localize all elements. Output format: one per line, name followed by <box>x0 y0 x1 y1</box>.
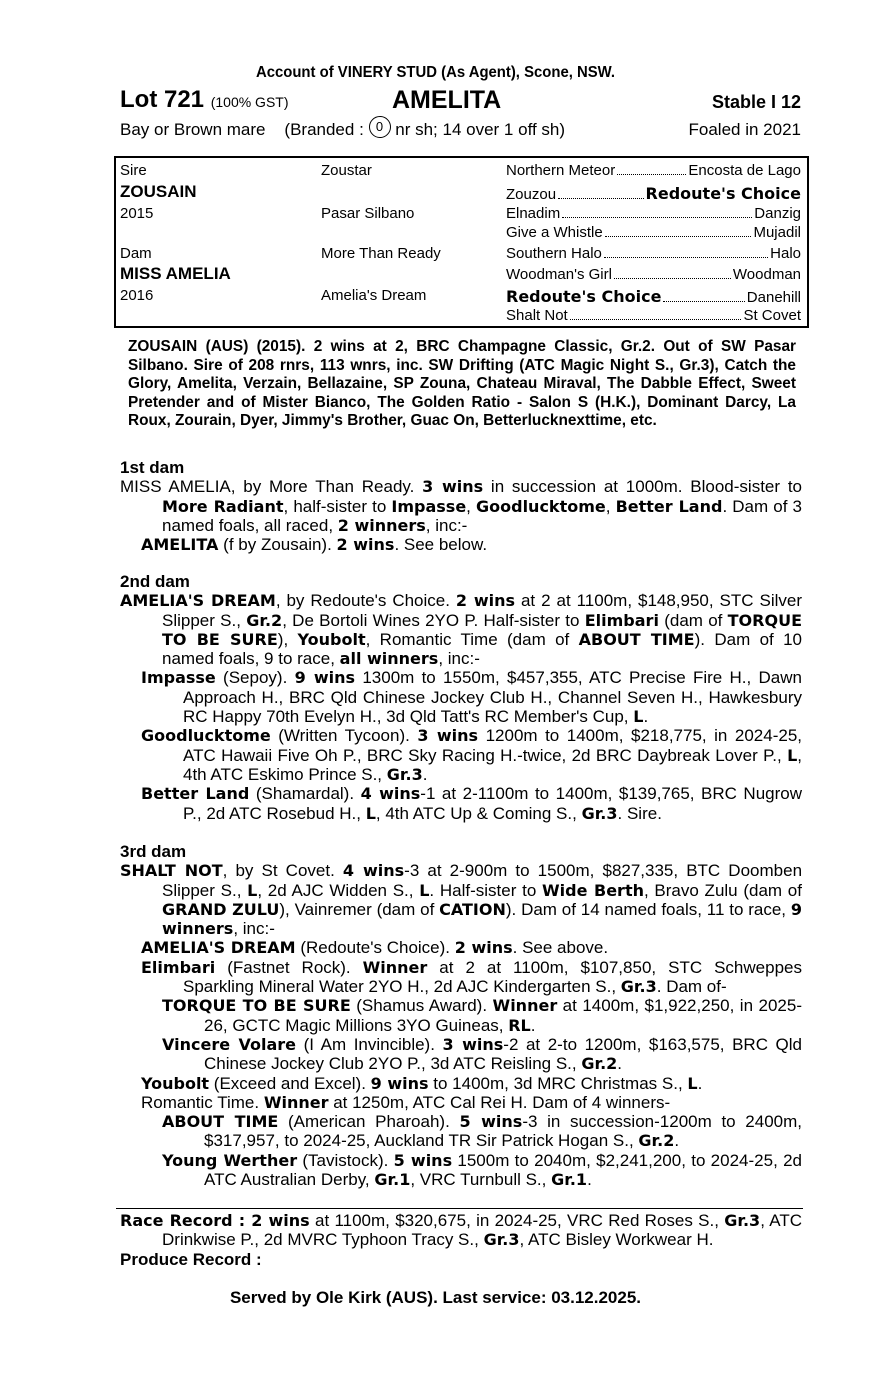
sire-year: 2015 <box>120 205 154 222</box>
branded-prefix: (Branded : <box>284 120 364 139</box>
third-dam-progeny-2 <box>120 996 802 1035</box>
divider <box>116 1208 803 1209</box>
bold-text: Youbolt <box>141 1073 210 1093</box>
text: , VRC Turnbull S., <box>410 1170 552 1190</box>
grandsire-maternal: More Than Ready <box>321 245 441 262</box>
text: (dam of <box>658 610 728 630</box>
text: . <box>674 1131 680 1151</box>
text: , <box>466 496 476 516</box>
first-dam-heading: 1st dam <box>120 458 185 477</box>
text: . <box>587 1170 592 1190</box>
text: , half-sister to <box>283 496 392 516</box>
pedigree-g3-row <box>506 287 801 306</box>
text: , De Bortoli Wines 2YO P. Half-sister to <box>282 610 585 630</box>
bold-text: Gr.1 <box>374 1170 411 1190</box>
third-dam-progeny-0 <box>120 938 802 957</box>
text: . <box>530 1015 536 1035</box>
text: (Exceed and Excel). <box>209 1073 371 1093</box>
bold-text: L <box>419 880 430 900</box>
text: (Redoute's Choice). <box>295 938 455 958</box>
bold-text: 3 wins <box>417 726 479 746</box>
g3-right: Woodman <box>732 266 801 283</box>
bold-text: Better Land <box>615 496 723 516</box>
text: -3 in succession-1200m to 2400m, $317,957, to 2024-25, Auckland TR Sir Patrick Hogan S., <box>204 1112 802 1151</box>
text: . See above. <box>512 938 609 958</box>
dot-leader <box>663 301 744 302</box>
bold-text: L <box>365 803 376 823</box>
pedigree-g3-row <box>506 307 801 324</box>
dam-name: MISS AMELIA <box>120 264 231 283</box>
dam-year: 2016 <box>120 287 154 304</box>
text: , Romantic Time (dam of <box>365 629 579 649</box>
text: 1500m to 2040m, $2,241,200, to 2024-25, 2d ATC Australian Derby, <box>204 1150 802 1190</box>
text: , inc:- <box>425 515 468 535</box>
sex-colour: Bay or Brown mare <box>120 120 266 139</box>
text: . <box>617 1054 623 1074</box>
bold-text: L <box>687 1073 698 1093</box>
bold-text: Elimbari <box>141 957 216 977</box>
bold-text: L <box>633 707 644 727</box>
text: (American Pharoah). <box>278 1112 460 1132</box>
g3-left: Woodman's Girl <box>506 266 612 283</box>
text: . <box>422 764 428 784</box>
pedigree-g3-row <box>506 184 801 203</box>
g3-left: Elnadim <box>506 205 561 222</box>
lot-label: Lot 721 <box>120 86 205 113</box>
text: , 4th ATC Up & Coming S., <box>375 803 582 823</box>
bold-text: AMELIA'S DREAM <box>120 591 276 611</box>
bold-text: Goodlucktome <box>141 726 271 746</box>
bold-text: Gr.3 <box>386 764 423 784</box>
g3-left: Shalt Not <box>506 307 568 324</box>
g3-right: St Covet <box>743 307 801 324</box>
dot-leader <box>604 257 768 258</box>
text: , by St Covet. <box>222 861 343 881</box>
g3-left: Northern Meteor <box>506 162 616 179</box>
text: at 1250m, ATC Cal Rei H. Dam of 4 winners- <box>328 1092 671 1112</box>
dam-label: Dam <box>120 245 152 262</box>
bold-text: Vincere Volare <box>162 1034 297 1054</box>
bold-text: Impasse <box>141 668 216 688</box>
bold-text: Winner <box>492 996 558 1016</box>
third-dam-progeny-3 <box>120 1035 802 1074</box>
foaled-year: Foaled in 2021 <box>688 120 801 139</box>
g3-right: Redoute's Choice <box>645 184 801 203</box>
bold-text: More Radiant <box>162 496 284 516</box>
text: (Shamus Award). <box>350 996 493 1016</box>
bold-text: 5 wins <box>459 1112 523 1132</box>
bold-text: L <box>787 745 798 765</box>
bold-text: 9 wins <box>370 1073 429 1093</box>
branded-suffix: nr sh; 14 over 1 off sh) <box>395 120 566 139</box>
pedigree-table <box>114 156 809 328</box>
text: -2 at 2-to 1200m, $163,575, BRC Qld Chinese Jockey Club 2YO P., 3d ATC Reisling S., <box>204 1034 803 1074</box>
text: ). Dam of 14 named foals, 11 to race, <box>505 899 791 919</box>
text: . Half-sister to <box>429 880 542 900</box>
text: . See below. <box>394 535 488 555</box>
bold-text: Elimbari <box>584 610 659 630</box>
text: , <box>605 496 616 516</box>
text: to 1400m, 3d MRC Christmas S., <box>428 1073 688 1093</box>
bold-text: 4 wins <box>360 784 421 804</box>
second-dam-progeny-impasse <box>120 668 802 726</box>
bold-text: Youbolt <box>297 629 366 649</box>
bold-text: Gr.3 <box>724 1211 761 1230</box>
bold-text: 3 wins <box>442 1034 504 1054</box>
bold-text: TORQUE TO BE SURE <box>162 610 802 649</box>
second-dam-heading: 2nd dam <box>120 572 190 591</box>
dot-leader <box>562 217 752 218</box>
bold-text: Young Werther <box>162 1150 298 1170</box>
lot-number <box>120 86 289 114</box>
bold-text: 9 winners <box>162 899 802 939</box>
bold-text: AMELITA <box>141 535 219 555</box>
bold-text: Wide Berth <box>542 880 644 900</box>
g3-left: Give a Whistle <box>506 224 603 241</box>
third-dam-heading: 3rd dam <box>120 842 187 861</box>
horse-name: AMELITA <box>392 86 502 114</box>
text: -3 at 2-900m to 1500m, $827,335, BTC Doomben Slipper S., <box>162 861 803 900</box>
text: ). Dam of 10 named foals, 9 to race, <box>162 629 803 669</box>
race-record <box>120 1211 802 1250</box>
service-note: Served by Ole Kirk (AUS). Last service: 03.12.2025. <box>229 1288 642 1307</box>
g3-right: Halo <box>770 245 801 262</box>
text: (Sepoy). <box>215 668 295 688</box>
pedigree-g3-row <box>506 224 801 241</box>
text: , by Redoute's Choice. <box>275 591 456 611</box>
bold-text: ABOUT TIME <box>162 1112 279 1132</box>
text: , ATC Drinkwise P., 2d MVRC Typhoon Tracy S., <box>162 1211 802 1250</box>
first-dam-section <box>120 458 802 554</box>
bold-text: 9 wins <box>294 668 356 688</box>
g3-right: Danehill <box>746 289 801 306</box>
text: in succession at 1000m. Blood-sister to <box>483 477 802 497</box>
text: , inc:- <box>233 919 275 939</box>
stable-location: Stable I 12 <box>711 92 801 112</box>
gst-note: (100% GST) <box>210 94 289 110</box>
bold-text: CATION <box>439 899 506 919</box>
third-dam-progeny-1 <box>120 958 802 997</box>
bold-text: Impasse <box>391 496 467 516</box>
text: (Tavistock). <box>297 1150 394 1170</box>
brand-mark-icon: 0 <box>369 116 391 138</box>
text: . Dam of- <box>656 977 727 997</box>
text: (Shamardal). <box>249 784 361 804</box>
second-dam-progeny-goodlucktome <box>120 726 802 784</box>
bold-text: Winner <box>263 1092 329 1112</box>
g3-right: Encosta de Lago <box>688 162 801 179</box>
third-dam-entry <box>120 861 802 938</box>
bold-text: ABOUT TIME <box>578 629 695 649</box>
produce-record: Produce Record : <box>120 1249 262 1269</box>
sire-summary: ZOUSAIN (AUS) (2015). 2 wins at 2, BRC Champagne Classic, Gr.2. Out of SW Pasar Silbano. Sire of 208 rnrs, 113 wnrs, inc. SW Drifting (ATC Magic Night S., Gr.3), Catch the Glory, Amelita, Verzain, Bellazaine, SP Zouna, Chateau Miraval, The Dabble Effect, Sweet Pretender and of Mister Bianco, The Golden Ratio - Salon S (H.K.), Dominant Darcy, La Roux, Zourain, Dyer, Jimmy's Brother, Guac On, Betterlucknexttime, etc. <box>128 338 796 429</box>
text: at 1400m, $1,922,250, in 2025-26, GCTC Magic Millions 3YO Guineas, <box>204 996 802 1035</box>
second-dam-section <box>120 572 802 823</box>
race-record-section <box>120 1211 802 1269</box>
sire-label: Sire <box>120 162 147 179</box>
bold-text: Winner <box>362 957 428 977</box>
lot-header <box>120 86 801 116</box>
text: (Written Tycoon). <box>270 726 418 746</box>
text: at 2 at 1100m, $107,850, STC Schweppes Sparkling Mineral Water 2YO H., 2d AJC Kindergarten S., <box>183 957 802 997</box>
text: at 2 at 1100m, $148,950, STC Silver Slipper S., <box>162 591 803 630</box>
bold-text: 2 wins <box>454 938 513 958</box>
text: . <box>643 707 649 727</box>
text: ), Vainremer (dam of <box>279 899 440 919</box>
text: (f by Zousain). <box>218 535 337 555</box>
bold-text: Gr.3 <box>620 977 657 997</box>
bold-text: Race Record : 2 wins <box>120 1211 310 1230</box>
g3-right: Danzig <box>754 205 801 222</box>
text: 1200m to 1400m, $218,775, in 2024-25, ATC Hawaii Five Oh P., BRC Sky Racing H.-twice, 2d BRC Daybreak Lover P., <box>183 726 803 765</box>
horse-description <box>120 120 801 140</box>
second-dam-entry <box>120 591 802 668</box>
text: ), <box>277 629 298 649</box>
grandsire-paternal: Zoustar <box>321 162 372 179</box>
dot-leader <box>570 319 742 320</box>
dot-leader <box>617 174 686 175</box>
g3-right: Mujadil <box>753 224 801 241</box>
bold-text: Gr.2 <box>246 610 283 630</box>
bold-text: L <box>247 880 258 900</box>
text: -1 at 2-1100m to 1400m, $139,765, BRC Nugrow P., 2d ATC Rosebud H., <box>183 784 803 823</box>
text: 1300m to 1550m, $457,355, ATC Precise Fire H., Dawn Approach H., BRC Qld Chinese Jockey Club H., Channel Seven H., Hawkesbury RC Happy 70th Evelyn H., 3d Qld Tatt's RC Member's Cup, <box>183 668 802 727</box>
bold-text: all winners <box>339 649 439 669</box>
pedigree-g3-row <box>506 162 801 179</box>
text: at 1100m, $320,675, in 2024-25, VRC Red Roses S., <box>309 1211 725 1230</box>
bold-text: TORQUE TO BE SURE <box>162 996 351 1016</box>
text: . Sire. <box>617 803 662 823</box>
text: , ATC Bisley Workwear H. <box>519 1230 714 1250</box>
bold-text: 3 wins <box>422 477 484 497</box>
first-dam-entry <box>120 477 802 535</box>
bold-text: SHALT NOT <box>120 861 223 881</box>
third-dam-progeny-4 <box>120 1074 802 1093</box>
third-dam-progeny-6 <box>120 1112 802 1151</box>
second-dam-progeny-better-land <box>120 784 802 823</box>
bold-text: AMELIA'S DREAM <box>141 938 296 958</box>
bold-text: RL <box>508 1015 531 1035</box>
text: , inc:- <box>438 649 480 669</box>
text: Romantic Time. <box>141 1092 264 1112</box>
bold-text: Better Land <box>141 784 250 804</box>
text: , Bravo Zulu (dam of <box>643 880 802 900</box>
dot-leader <box>558 198 644 199</box>
text: . Dam of 3 named foals, all raced, <box>162 496 802 535</box>
dot-leader <box>605 236 752 237</box>
bold-text: Gr.2 <box>581 1054 618 1074</box>
g3-left: Redoute's Choice <box>506 287 662 306</box>
text: . <box>697 1073 703 1093</box>
bold-text: 2 winners <box>337 515 426 535</box>
g3-left: Southern Halo <box>506 245 602 262</box>
third-dam-progeny-5 <box>120 1093 802 1112</box>
text: , 4th ATC Eskimo Prince S., <box>183 745 802 784</box>
bold-text: 2 wins <box>455 591 516 611</box>
bold-text: Gr.3 <box>483 1230 520 1250</box>
bold-text: 2 wins <box>336 535 395 555</box>
g3-left: Zouzou <box>506 186 557 203</box>
sire-name: ZOUSAIN <box>120 182 197 201</box>
third-dam-section <box>120 842 802 1189</box>
bold-text: Gr.1 <box>551 1170 588 1190</box>
vendor-account: Account of VINERY STUD (As Agent), Scone, NSW. <box>255 64 616 81</box>
text: (Fastnet Rock). <box>215 957 363 977</box>
first-dam-progeny <box>120 535 802 554</box>
pedigree-g3-row <box>506 266 801 283</box>
text: MISS AMELIA, by More Than Ready. <box>120 477 423 497</box>
bold-text: 4 wins <box>342 861 405 881</box>
pedigree-g3-row <box>506 205 801 222</box>
granddam-maternal: Amelia's Dream <box>321 287 427 304</box>
third-dam-progeny-7 <box>120 1151 802 1190</box>
text: , 2d AJC Widden S., <box>257 880 420 900</box>
bold-text: GRAND ZULU <box>162 899 280 919</box>
bold-text: Goodlucktome <box>476 496 606 516</box>
bold-text: 5 wins <box>393 1150 453 1170</box>
pedigree-g3-row <box>506 245 801 262</box>
bold-text: Gr.3 <box>581 803 618 823</box>
text: (I Am Invincible). <box>296 1034 443 1054</box>
dot-leader <box>614 278 731 279</box>
bold-text: Gr.2 <box>638 1131 675 1151</box>
granddam-paternal: Pasar Silbano <box>321 205 415 222</box>
